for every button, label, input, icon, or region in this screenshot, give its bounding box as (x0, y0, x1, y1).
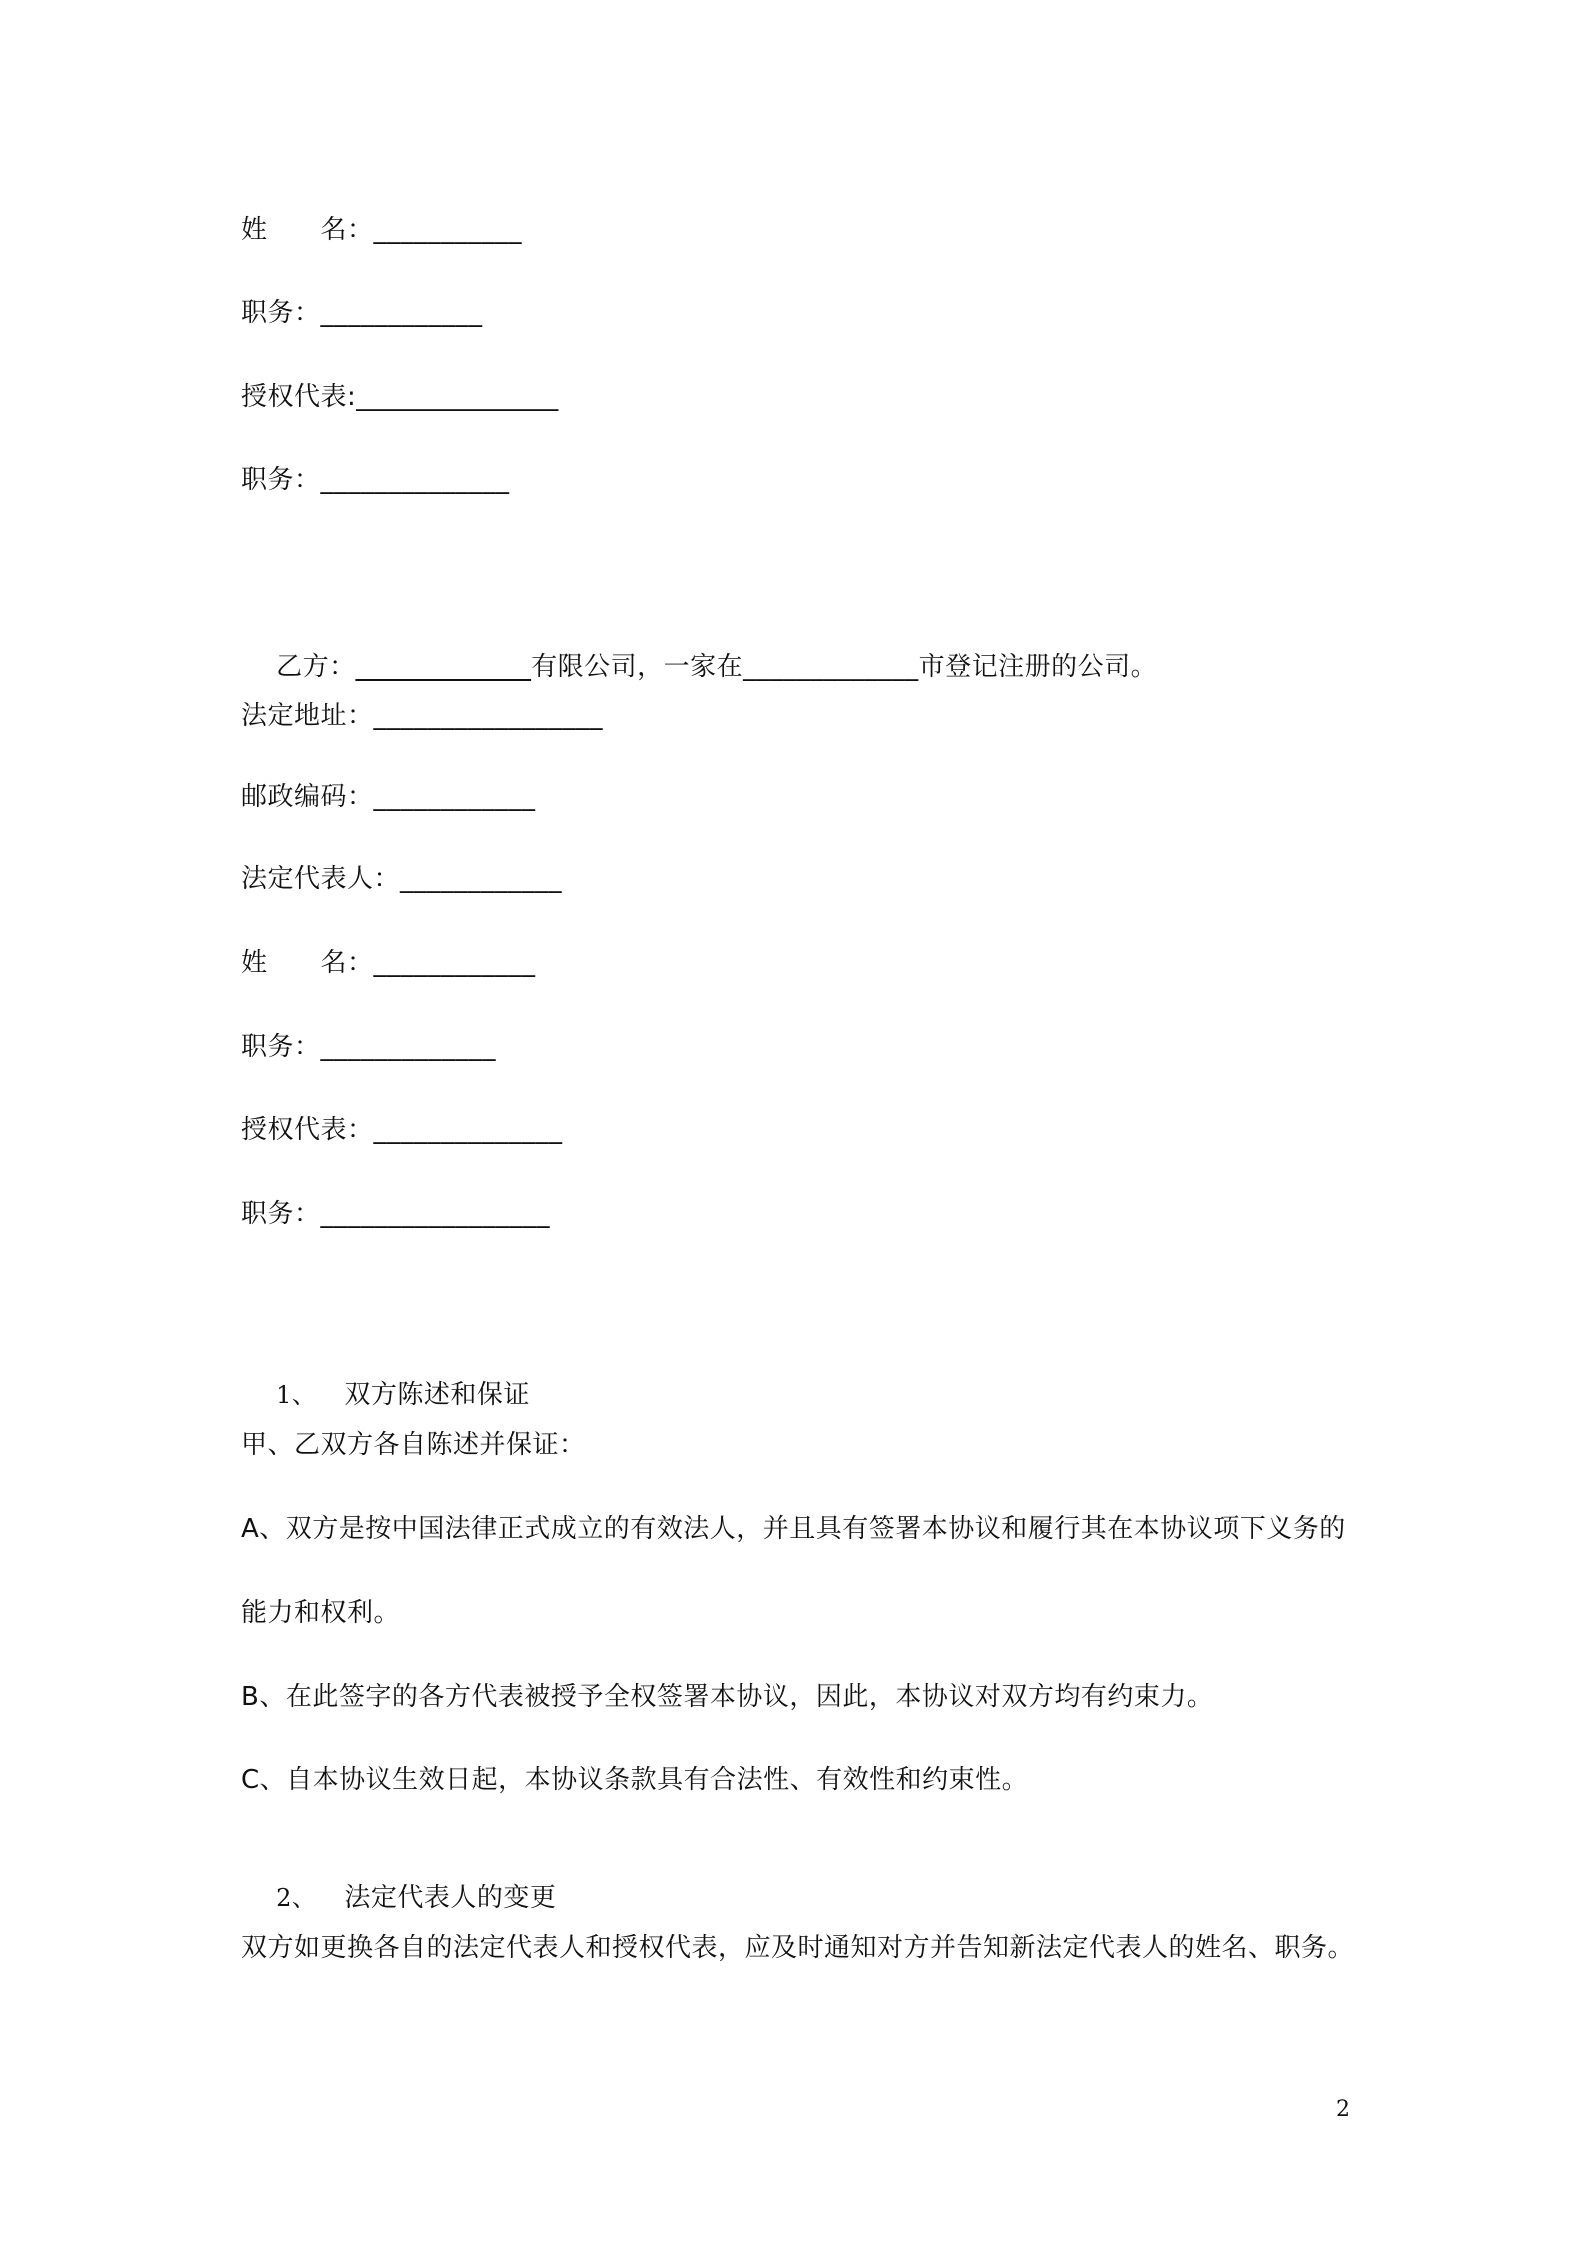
party-a-auth-rep-line: 授权代表:_______________ (241, 382, 559, 412)
section-1-number: 1、 (276, 1381, 317, 1409)
section-2-number: 2、 (276, 1884, 317, 1912)
page-number: 2 (1336, 2097, 1350, 2122)
party-b-auth-rep-line: 授权代表：______________ (241, 1115, 563, 1145)
party-b-legal-address-line: 法定地址：_________________ (241, 701, 604, 731)
party-a-position-line: 职务：____________ (241, 298, 483, 328)
section-1-clause-a-line1: A、双方是按中国法律正式成立的有效法人，并且具有签署本协议和履行其在本协议项下义务的 (241, 1514, 1346, 1544)
section-1-title: 双方陈述和保证 (344, 1380, 530, 1410)
party-b-intro-rest: 有限公司，一家在_____________市登记注册的公司。 (531, 652, 1158, 682)
section-1-clause-a-line2: 能力和权利。 (241, 1598, 401, 1628)
section-2-title: 法定代表人的变更 (344, 1883, 557, 1913)
section-1-clause-c: C、自本协议生效日起，本协议条款具有合法性、有效性和约束性。 (241, 1765, 1029, 1795)
party-a-auth-position-line: 职务：______________ (241, 465, 510, 495)
party-b-company-blank: _____________ (355, 652, 532, 682)
section-1-clause-b: B、在此签字的各方代表被授予全权签署本协议，因此，本协议对双方均有约束力。 (241, 1682, 1214, 1712)
party-a-name-line: 姓 名：___________ (241, 215, 523, 245)
party-b-intro-prefix: 乙方： (276, 652, 356, 682)
party-b-legal-rep-line: 法定代表人：____________ (241, 864, 563, 894)
party-b-auth-position-line: 职务：_________________ (241, 1199, 551, 1229)
section-2-body: 双方如更换各自的法定代表人和授权代表，应及时通知对方并告知新法定代表人的姓名、职务。 (241, 1933, 1355, 1963)
party-b-name-line: 姓 名：____________ (241, 948, 536, 978)
party-b-postal-code-line: 邮政编码：____________ (241, 782, 536, 812)
party-b-position-line: 职务：_____________ (241, 1032, 497, 1062)
section-1-intro: 甲、乙双方各自陈述并保证： (241, 1430, 586, 1460)
